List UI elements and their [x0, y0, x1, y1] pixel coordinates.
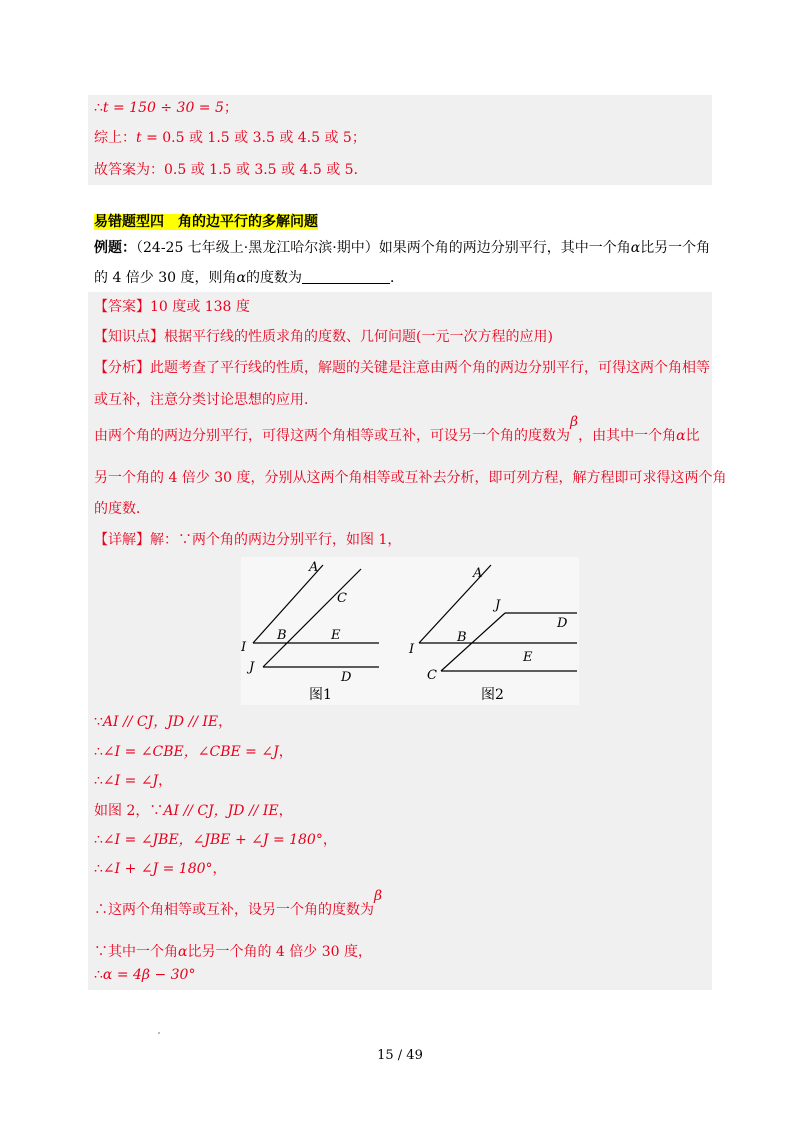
answer-line: 【答案】10 度或 138 度 — [94, 299, 250, 315]
fig2-caption: 图2 — [481, 687, 504, 703]
detail-line: 【详解】解：∵两个角的两边分别平行，如图 1， — [94, 532, 402, 548]
knowledge-point-line: 【知识点】根据平行线的性质求角的度数、几何问题(一元一次方程的应用) — [94, 329, 553, 345]
figure-2 — [408, 565, 577, 703]
stray-dot — [158, 1032, 160, 1034]
proof-step-8: ∵其中一个角α比另一个角的 4 倍少 30 度， — [94, 944, 372, 960]
fig1-label-b: B — [277, 628, 287, 643]
fig1-label-d: D — [341, 670, 352, 685]
fig1-line-cj — [263, 569, 361, 667]
final-answer-line: 故答案为：0.5 或 1.5 或 3.5 或 4.5 或 5． — [94, 162, 368, 178]
fig1-label-j: J — [249, 660, 255, 675]
question-line-2: 的 4 倍少 30 度，则角α的度数为 ． — [94, 270, 404, 286]
section-title: 易错题型四 角的边平行的多解问题 — [94, 214, 318, 230]
solution-summary-line: 综上：t = 0.5 或 1.5 或 3.5 或 4.5 或 5； — [94, 130, 366, 146]
fig2-label-i: I — [409, 642, 415, 657]
fig2-line-cj — [441, 613, 505, 671]
proof-step-1: ∵AI // CJ，JD // IE， — [94, 714, 233, 730]
proof-step-7: ∴这两个角相等或互补，设另一个角的度数为β — [94, 888, 383, 918]
proof-step-5: ∴∠I = ∠JBE，∠JBE + ∠J = 180°， — [94, 832, 337, 848]
fig2-label-a: A — [473, 566, 483, 581]
solution-line-t-value: ∴t = 150 ÷ 30 = 5； — [94, 100, 238, 116]
figure-svg — [241, 557, 579, 705]
fig2-label-c: C — [427, 668, 437, 683]
proof-step-3: ∴∠I = ∠J， — [94, 773, 173, 789]
fig1-label-c: C — [337, 591, 347, 606]
fig2-label-j: J — [495, 598, 501, 613]
proof-step-6: ∴∠I + ∠J = 180°， — [94, 861, 227, 877]
fig2-label-b: B — [457, 630, 467, 645]
proof-step-4: 如图 2，∵AI // CJ，JD // IE， — [94, 803, 293, 819]
fig2-label-d: D — [557, 616, 568, 631]
answer-blank — [302, 269, 390, 284]
fig1-label-a: A — [309, 560, 319, 575]
fig1-caption: 图1 — [309, 687, 332, 703]
analysis-line-4: 另一个角的 4 倍少 30 度，分别从这两个角相等或互补去分析，即可列方程，解方程即可求得这两个角 — [94, 470, 727, 486]
analysis-line-2: 或互补，注意分类讨论思想的应用． — [94, 392, 318, 408]
figure-1 — [241, 560, 379, 703]
fig2-label-e: E — [523, 650, 533, 665]
analysis-line-5: 的度数． — [94, 501, 150, 517]
fig1-label-e: E — [331, 628, 341, 643]
question-line-1: 例题：（24-25 七年级上·黑龙江哈尔滨·期中）如果两个角的两边分别平行，其中一个角α比另一个角 — [94, 240, 711, 256]
proof-step-9: ∴α = 4β − 30° — [94, 967, 196, 983]
analysis-line-3: 由两个角的两边分别平行，可得这两个角相等或互补，可设另一个角的度数为β，由其中一个角α比 — [94, 414, 700, 444]
figure-parallel-angles — [241, 557, 579, 705]
fig1-label-i: I — [241, 640, 247, 655]
proof-step-2: ∴∠I = ∠CBE，∠CBE = ∠J， — [94, 744, 293, 760]
page-number: 15 / 49 — [377, 1048, 423, 1063]
analysis-line-1: 【分析】此题考查了平行线的性质，解题的关键是注意由两个角的两边分别平行，可得这两个角相等 — [94, 360, 710, 376]
fig1-line-ai — [253, 565, 323, 643]
